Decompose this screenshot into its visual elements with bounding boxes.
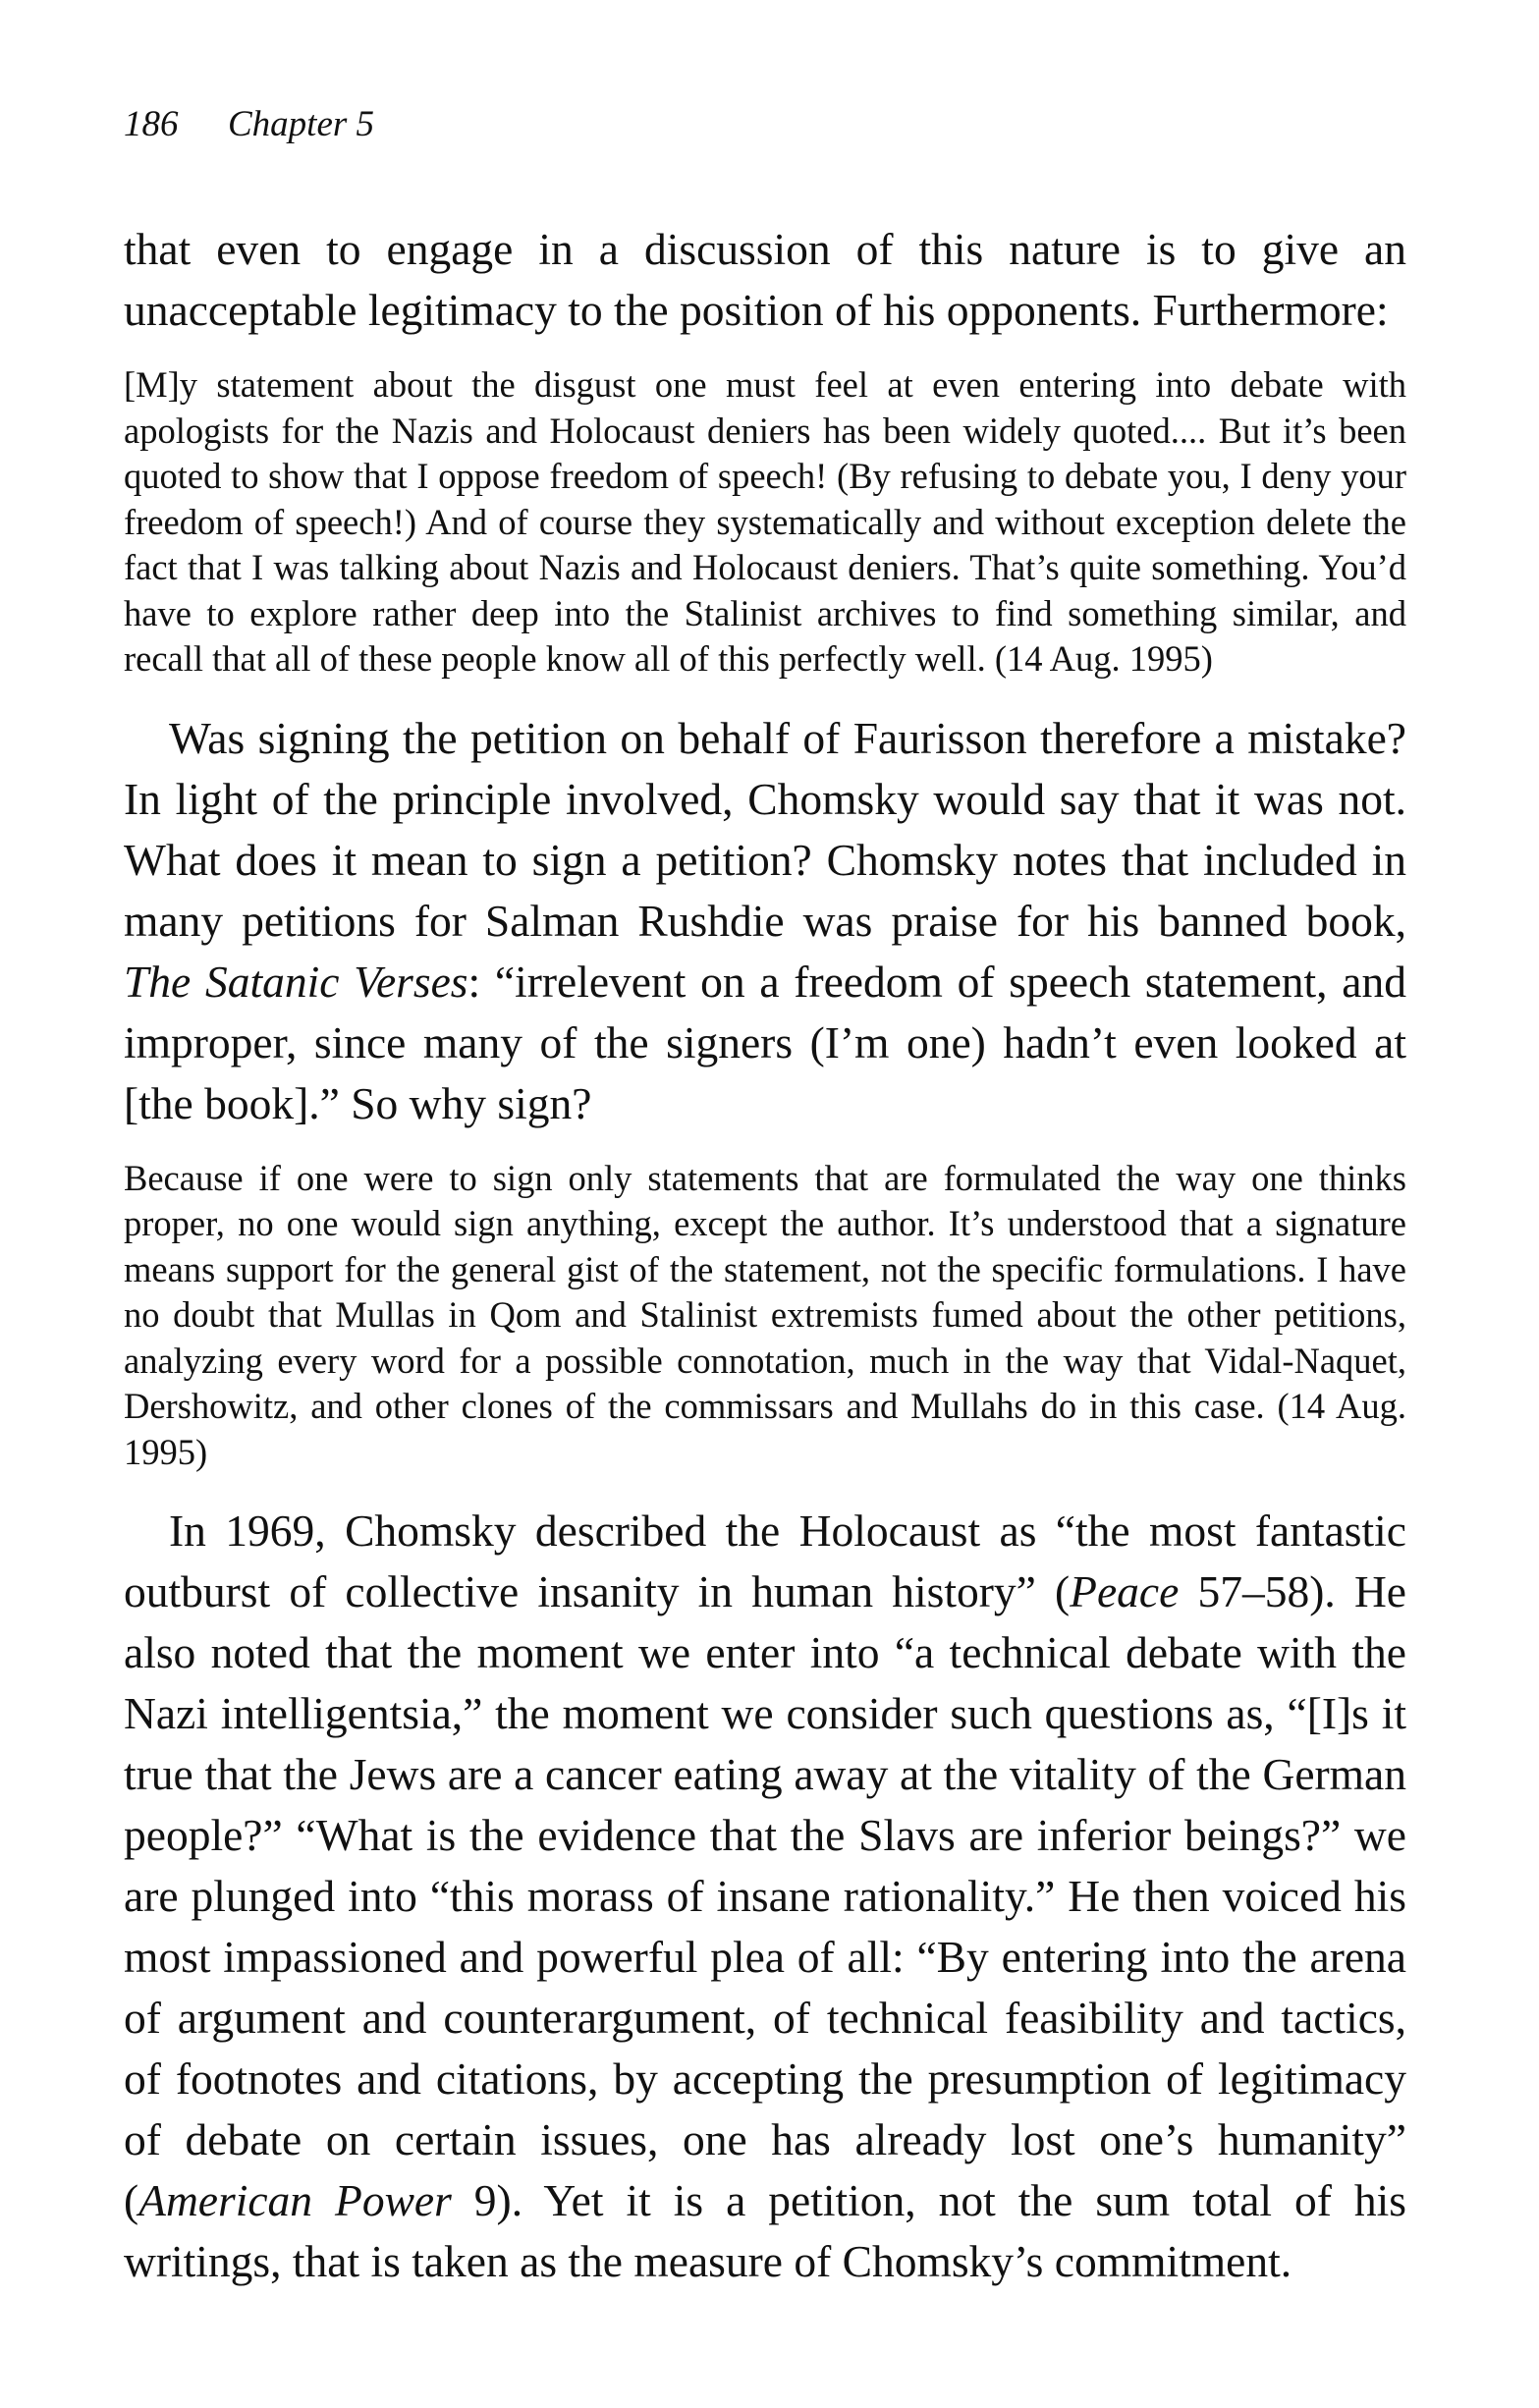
paragraph-continuation: that even to engage in a discussion of this nature is to give an unacceptable legitimacy to the position of his opponents. Furthermore:: [124, 224, 1406, 335]
running-head: [124, 106, 1406, 142]
chapter-title: Chapter 5: [228, 104, 375, 144]
paragraph-text: In 1969, Chomsky described the Holocaust as “the most fantastic outburst of collective insanity in human history” (: [124, 1505, 1406, 1616]
page-number: 186: [124, 104, 179, 144]
block-quote-2: Because if one were to sign only statements that are formulated the way one thinks proper, no one would sign anything, except the author. It’s understood that a signature means support for the general gist of the statement, not the specific formulations. I have no doubt that Mullas in Qom and Stalinist extremists fumed about the other petitions, analyzing every word for a possible connotation, much in the way that Vidal-Naquet, Dershowitz, and other clones of the commissars and Mullahs do in this case. (14 Aug. 1995): [124, 1157, 1406, 1472]
book-page: [124, 106, 1406, 2292]
paragraph-text: Was signing the petition on behalf of Faurisson therefore a mistake? In light of the principle involved, Chomsky would say that it was not. What does it mean to sign a petition? Chomsky notes that included in many petitions for Salman Rushdie was praise for his banned book,: [124, 712, 1406, 946]
citation-title: American Power: [138, 2175, 452, 2225]
block-quote-1: [M]y statement about the disgust one must feel at even entering into debate with apologists for the Nazis and Holocaust deniers has been widely quoted.... But it’s been quoted to show that I oppose freedom of speech! (By refusing to debate you, I deny your freedom of speech!) And of course they systematically and without exception delete the fact that I was talking about Nazis and Holocaust deniers. That’s quite something. You’d have to explore rather deep into the Stalinist archives to find something similar, and recall that all of these people know all of this perfectly well. (14 Aug. 1995): [124, 364, 1406, 679]
paragraph-text: 9). Yet it is a petition, not the sum total of his writings, that is taken as the measure of Chomsky’s commitment.: [124, 2175, 1406, 2286]
book-title: The Satanic Verses: [124, 956, 468, 1007]
paragraph-petition: [124, 708, 1406, 1134]
citation-title: Peace: [1070, 1566, 1180, 1616]
paragraph-text: 57–58). He also noted that the moment we enter into “a technical debate with the Nazi intelligentsia,” the moment we consider such questions as, “[I]s it true that the Jews are a cancer eating away at the vitality of the German people?” “What is the evidence that the Slavs are inferior beings?” we are plunged into “this morass of insane rationality.” He then voiced his most impassioned and powerful plea of all: “By entering into the arena of argument and counterargument, of technical feasibility and tactics, of footnotes and citations, by accepting the presumption of legitimacy of debate on certain issues, one has already lost one’s humanity” (: [124, 1566, 1406, 2225]
paragraph-text: : “irrelevent on a freedom of speech statement, and improper, since many of the signers (I’m one) hadn’t even looked at [the book].” So why sign?: [124, 956, 1406, 1128]
paragraph-holocaust: [124, 1501, 1406, 2292]
